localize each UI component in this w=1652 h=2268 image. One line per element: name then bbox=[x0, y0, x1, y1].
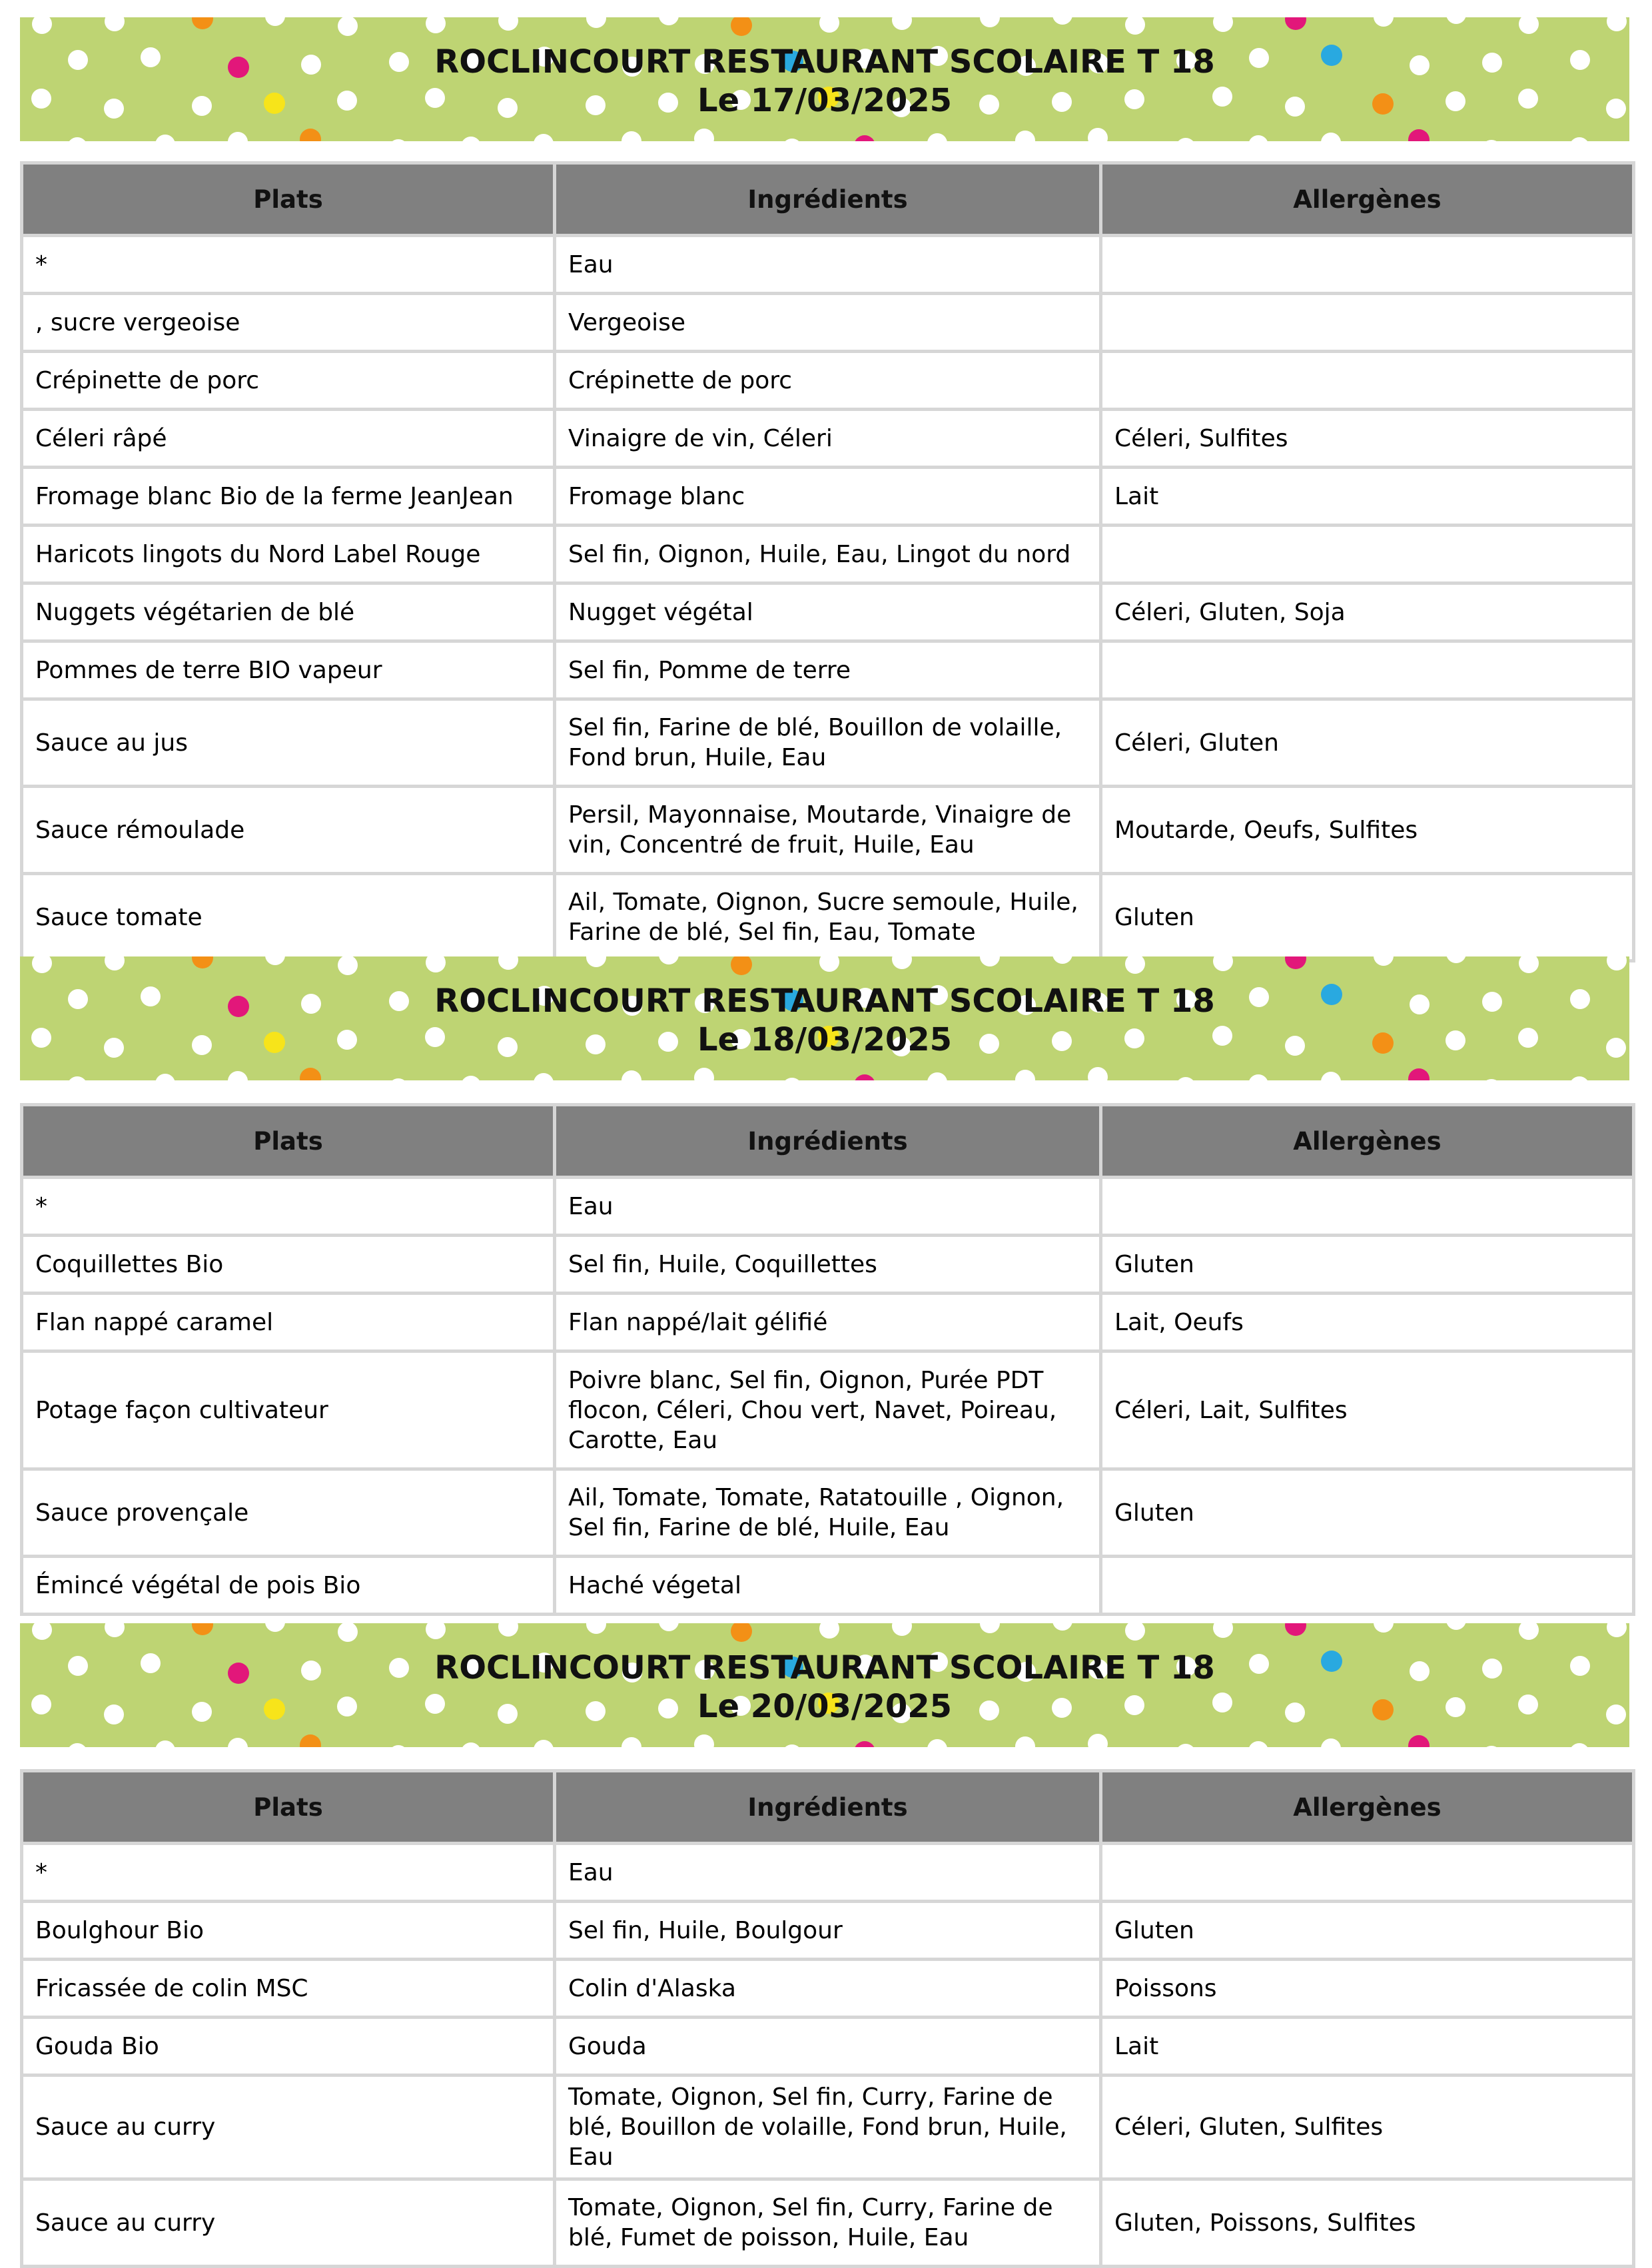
ingredients-cell: Haché végetal bbox=[555, 1557, 1101, 1615]
menu-table bbox=[20, 1103, 1635, 1616]
table-row bbox=[22, 1351, 1634, 1469]
table-header-row bbox=[22, 1105, 1634, 1178]
dish-cell: Flan nappé caramel bbox=[22, 1294, 555, 1351]
ingredients-cell: Tomate, Oignon, Sel fin, Curry, Farine de blé, Bouillon de volaille, Fond brun, Huile, Eau bbox=[555, 2076, 1101, 2179]
ingredients-cell: Vergeoise bbox=[555, 294, 1101, 352]
column-header-ingredients: Ingrédients bbox=[555, 1771, 1101, 1844]
dish-cell: Sauce tomate bbox=[22, 874, 555, 961]
table-row bbox=[22, 787, 1634, 874]
allergens-cell: Gluten bbox=[1101, 1469, 1634, 1557]
banner-title: ROCLINCOURT RESTAURANT SCOLAIRE T 18 bbox=[434, 1649, 1215, 1687]
allergens-cell: Gluten, Poissons, Sulfites bbox=[1101, 2179, 1634, 2267]
column-header-plats: Plats bbox=[22, 1105, 555, 1178]
banner-date: Le 18/03/2025 bbox=[697, 1021, 953, 1058]
table-row bbox=[22, 2076, 1634, 2179]
ingredients-cell: Gouda bbox=[555, 2018, 1101, 2076]
allergens-cell: Céleri, Sulfites bbox=[1101, 410, 1634, 468]
table-row bbox=[22, 1469, 1634, 1557]
table-row bbox=[22, 1960, 1634, 2018]
allergens-cell bbox=[1101, 352, 1634, 410]
dish-cell: Sauce rémoulade bbox=[22, 787, 555, 874]
table-row bbox=[22, 2179, 1634, 2267]
dish-cell: Sauce au jus bbox=[22, 699, 555, 787]
ingredients-cell: Sel fin, Huile, Boulgour bbox=[555, 1902, 1101, 1960]
ingredients-cell: Tomate, Oignon, Sel fin, Curry, Farine de blé, Fumet de poisson, Huile, Eau bbox=[555, 2179, 1101, 2267]
dish-cell: * bbox=[22, 1178, 555, 1236]
ingredients-cell: Sel fin, Farine de blé, Bouillon de volaille, Fond brun, Huile, Eau bbox=[555, 699, 1101, 787]
dish-cell: Fromage blanc Bio de la ferme JeanJean bbox=[22, 468, 555, 526]
ingredients-cell: Persil, Mayonnaise, Moutarde, Vinaigre de vin, Concentré de fruit, Huile, Eau bbox=[555, 787, 1101, 874]
table-row bbox=[22, 526, 1634, 583]
dish-cell: Sauce au curry bbox=[22, 2076, 555, 2179]
table-row bbox=[22, 699, 1634, 787]
menu-table bbox=[20, 1769, 1635, 2268]
column-header-ingredients: Ingrédients bbox=[555, 163, 1101, 236]
allergens-cell: Céleri, Gluten bbox=[1101, 699, 1634, 787]
day-banner bbox=[20, 1623, 1629, 1747]
ingredients-cell: Fromage blanc bbox=[555, 468, 1101, 526]
ingredients-cell: Vinaigre de vin, Céleri bbox=[555, 410, 1101, 468]
banner-date: Le 20/03/2025 bbox=[697, 1688, 953, 1725]
table-row bbox=[22, 1236, 1634, 1294]
dish-cell: Fricassée de colin MSC bbox=[22, 1960, 555, 2018]
table-row bbox=[22, 352, 1634, 410]
column-header-ingredients: Ingrédients bbox=[555, 1105, 1101, 1178]
table-row bbox=[22, 1294, 1634, 1351]
dish-cell: * bbox=[22, 236, 555, 294]
table-row bbox=[22, 874, 1634, 961]
allergens-cell: Céleri, Gluten, Sulfites bbox=[1101, 2076, 1634, 2179]
ingredients-cell: Nugget végétal bbox=[555, 583, 1101, 641]
column-header-plats: Plats bbox=[22, 1771, 555, 1844]
column-header-allergenes: Allergènes bbox=[1101, 1105, 1634, 1178]
dish-cell: , sucre vergeoise bbox=[22, 294, 555, 352]
ingredients-cell: Crépinette de porc bbox=[555, 352, 1101, 410]
dish-cell: Céleri râpé bbox=[22, 410, 555, 468]
dish-cell: Sauce provençale bbox=[22, 1469, 555, 1557]
allergens-cell: Lait bbox=[1101, 468, 1634, 526]
table-header-row bbox=[22, 1771, 1634, 1844]
dish-cell: * bbox=[22, 1844, 555, 1902]
table-header-row bbox=[22, 163, 1634, 236]
ingredients-cell: Flan nappé/lait gélifié bbox=[555, 1294, 1101, 1351]
allergens-cell bbox=[1101, 1557, 1634, 1615]
dish-cell: Émincé végétal de pois Bio bbox=[22, 1557, 555, 1615]
ingredients-cell: Eau bbox=[555, 236, 1101, 294]
allergens-cell bbox=[1101, 1178, 1634, 1236]
dish-cell: Coquillettes Bio bbox=[22, 1236, 555, 1294]
day-banner bbox=[20, 956, 1629, 1080]
allergens-cell bbox=[1101, 236, 1634, 294]
banner-title: ROCLINCOURT RESTAURANT SCOLAIRE T 18 bbox=[434, 43, 1215, 81]
allergens-cell: Poissons bbox=[1101, 1960, 1634, 2018]
dish-cell: Sauce au curry bbox=[22, 2179, 555, 2267]
dish-cell: Boulghour Bio bbox=[22, 1902, 555, 1960]
dish-cell: Crépinette de porc bbox=[22, 352, 555, 410]
table-row bbox=[22, 1178, 1634, 1236]
allergens-cell bbox=[1101, 294, 1634, 352]
menu-table bbox=[20, 161, 1635, 962]
ingredients-cell: Eau bbox=[555, 1844, 1101, 1902]
ingredients-cell: Poivre blanc, Sel fin, Oignon, Purée PDT flocon, Céleri, Chou vert, Navet, Poireau, Carotte, Eau bbox=[555, 1351, 1101, 1469]
ingredients-cell: Ail, Tomate, Oignon, Sucre semoule, Huile, Farine de blé, Sel fin, Eau, Tomate bbox=[555, 874, 1101, 961]
dish-cell: Haricots lingots du Nord Label Rouge bbox=[22, 526, 555, 583]
ingredients-cell: Eau bbox=[555, 1178, 1101, 1236]
table-row bbox=[22, 583, 1634, 641]
table-row bbox=[22, 236, 1634, 294]
table-row bbox=[22, 2018, 1634, 2076]
column-header-allergenes: Allergènes bbox=[1101, 1771, 1634, 1844]
ingredients-cell: Sel fin, Pomme de terre bbox=[555, 641, 1101, 699]
table-row bbox=[22, 294, 1634, 352]
ingredients-cell: Sel fin, Huile, Coquillettes bbox=[555, 1236, 1101, 1294]
allergens-cell: Lait bbox=[1101, 2018, 1634, 2076]
banner-date: Le 17/03/2025 bbox=[697, 82, 953, 119]
allergens-cell: Céleri, Gluten, Soja bbox=[1101, 583, 1634, 641]
dish-cell: Gouda Bio bbox=[22, 2018, 555, 2076]
allergens-cell: Moutarde, Oeufs, Sulfites bbox=[1101, 787, 1634, 874]
banner-title: ROCLINCOURT RESTAURANT SCOLAIRE T 18 bbox=[434, 982, 1215, 1020]
dish-cell: Pommes de terre BIO vapeur bbox=[22, 641, 555, 699]
dish-cell: Nuggets végétarien de blé bbox=[22, 583, 555, 641]
allergens-cell: Lait, Oeufs bbox=[1101, 1294, 1634, 1351]
column-header-allergenes: Allergènes bbox=[1101, 163, 1634, 236]
allergens-cell: Gluten bbox=[1101, 874, 1634, 961]
table-row bbox=[22, 641, 1634, 699]
table-row bbox=[22, 410, 1634, 468]
table-row bbox=[22, 1557, 1634, 1615]
dish-cell: Potage façon cultivateur bbox=[22, 1351, 555, 1469]
allergens-cell: Gluten bbox=[1101, 1236, 1634, 1294]
column-header-plats: Plats bbox=[22, 163, 555, 236]
allergens-cell: Céleri, Lait, Sulfites bbox=[1101, 1351, 1634, 1469]
day-banner bbox=[20, 17, 1629, 141]
table-row bbox=[22, 1844, 1634, 1902]
ingredients-cell: Ail, Tomate, Tomate, Ratatouille , Oignon, Sel fin, Farine de blé, Huile, Eau bbox=[555, 1469, 1101, 1557]
table-row bbox=[22, 1902, 1634, 1960]
allergens-cell bbox=[1101, 526, 1634, 583]
allergens-cell bbox=[1101, 641, 1634, 699]
allergens-cell bbox=[1101, 1844, 1634, 1902]
ingredients-cell: Sel fin, Oignon, Huile, Eau, Lingot du nord bbox=[555, 526, 1101, 583]
allergens-cell: Gluten bbox=[1101, 1902, 1634, 1960]
table-row bbox=[22, 468, 1634, 526]
ingredients-cell: Colin d'Alaska bbox=[555, 1960, 1101, 2018]
